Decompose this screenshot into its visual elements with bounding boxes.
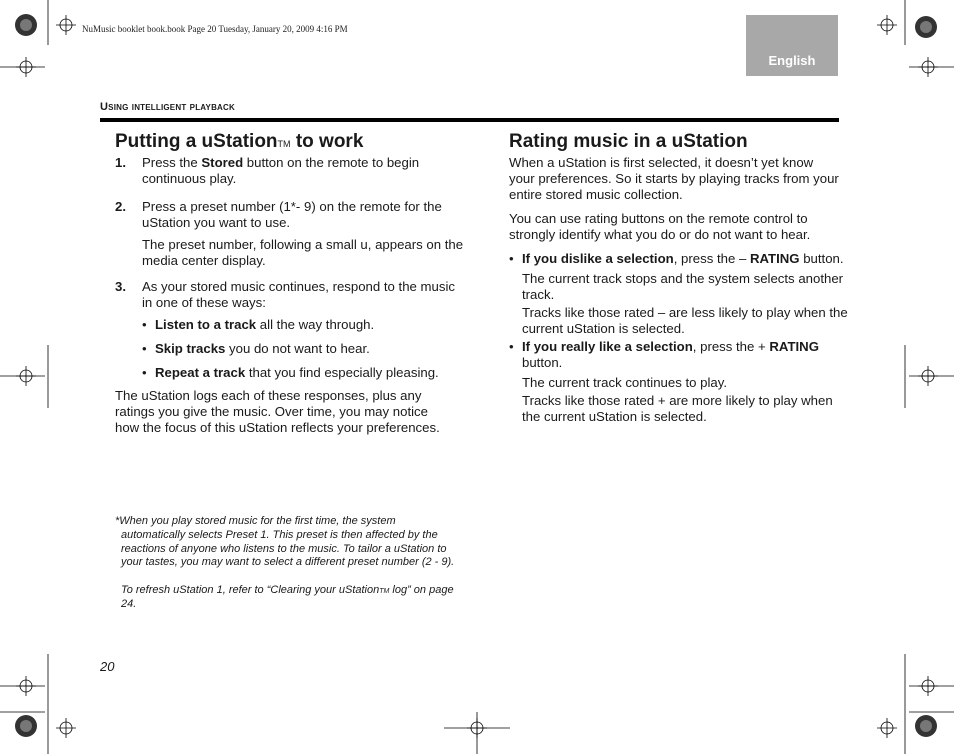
bullet-1-sub-1: The current track stops and the system selects another track. xyxy=(522,271,844,302)
section-rule xyxy=(100,118,839,122)
right-intro-1: When a uStation is first selected, it doesn’t yet know your preferences. So it starts by playing tracks from your entire stored music collection. xyxy=(509,155,839,202)
list-item: • Listen to a track all the way through. xyxy=(142,317,375,332)
footnote xyxy=(115,515,455,612)
right-title: Rating music in a uStation xyxy=(509,131,748,152)
footnote-refresh: To refresh uStation 1, refer to “Clearing your uStation™ log” on page 24. xyxy=(121,584,454,610)
bullet-2-sub-1: The current track continues to play. xyxy=(522,375,727,390)
page-number: 20 xyxy=(100,659,115,674)
list-item: • If you really like a selection, press the + RATING button. The current track continues to play. Tracks like those rated + are more likely to play when the current uStation is selected. xyxy=(509,339,854,425)
step-1 xyxy=(115,155,465,187)
step-2-number: 2. xyxy=(115,199,126,214)
step-2 xyxy=(115,199,465,269)
footnote-body: automatically selects Preset 1. This preset is then affected by the reactions of anyone who listens to the music. To tailor a uStation to your tastes, you may want to select a different preset number (2 - 9). xyxy=(121,528,455,569)
right-column xyxy=(509,131,854,425)
closing-paragraph: The uStation logs each of these responses, plus any ratings you give the music. Over time, you may notice how the focus of this uStation reflects your preferences. xyxy=(115,388,440,435)
step-3-number: 3. xyxy=(115,279,126,294)
step-1-text: Press the Stored button on the remote to begin continuous play. xyxy=(142,155,420,186)
section-heading: Using intelligent playback xyxy=(100,101,235,113)
step-1-number: 1. xyxy=(115,155,126,170)
step-2-text: Press a preset number (1*- 9) on the remote for the uStation you want to use. xyxy=(142,199,442,230)
print-header: NuMusic booklet book.book Page 20 Tuesday, January 20, 2009 4:16 PM xyxy=(82,24,348,34)
language-tab-label: English xyxy=(768,53,816,68)
bullet-1-sub-2: Tracks like those rated – are less likely to play when the current uStation is selected. xyxy=(522,305,848,336)
step-3 xyxy=(115,279,465,381)
list-item: • Skip tracks you do not want to hear. xyxy=(142,341,370,356)
list-item: • Repeat a track that you find especially pleasing. xyxy=(142,365,439,380)
language-tab xyxy=(746,15,838,76)
list-item: • If you dislike a selection, press the – RATING button. The current track stops and the system selects another track. Tracks like those rated – are less likely to play when the current uStation is selected. xyxy=(509,251,854,337)
step-3-text: As your stored music continues, respond to the music in one of these ways: xyxy=(142,279,455,310)
step-2-subtext: The preset number, following a small u, appears on the media center display. xyxy=(142,237,464,268)
left-title: Putting a uStation™ to work xyxy=(115,131,364,152)
footnote-line-1: *When you play stored music for the first time, the system xyxy=(115,515,396,527)
bullet-2-sub-2: Tracks like those rated + are more likely to play when the current uStation is selected. xyxy=(522,393,833,424)
right-intro-2: You can use rating buttons on the remote control to strongly identify what you do or do not want to hear. xyxy=(509,211,811,242)
left-column xyxy=(115,131,465,436)
